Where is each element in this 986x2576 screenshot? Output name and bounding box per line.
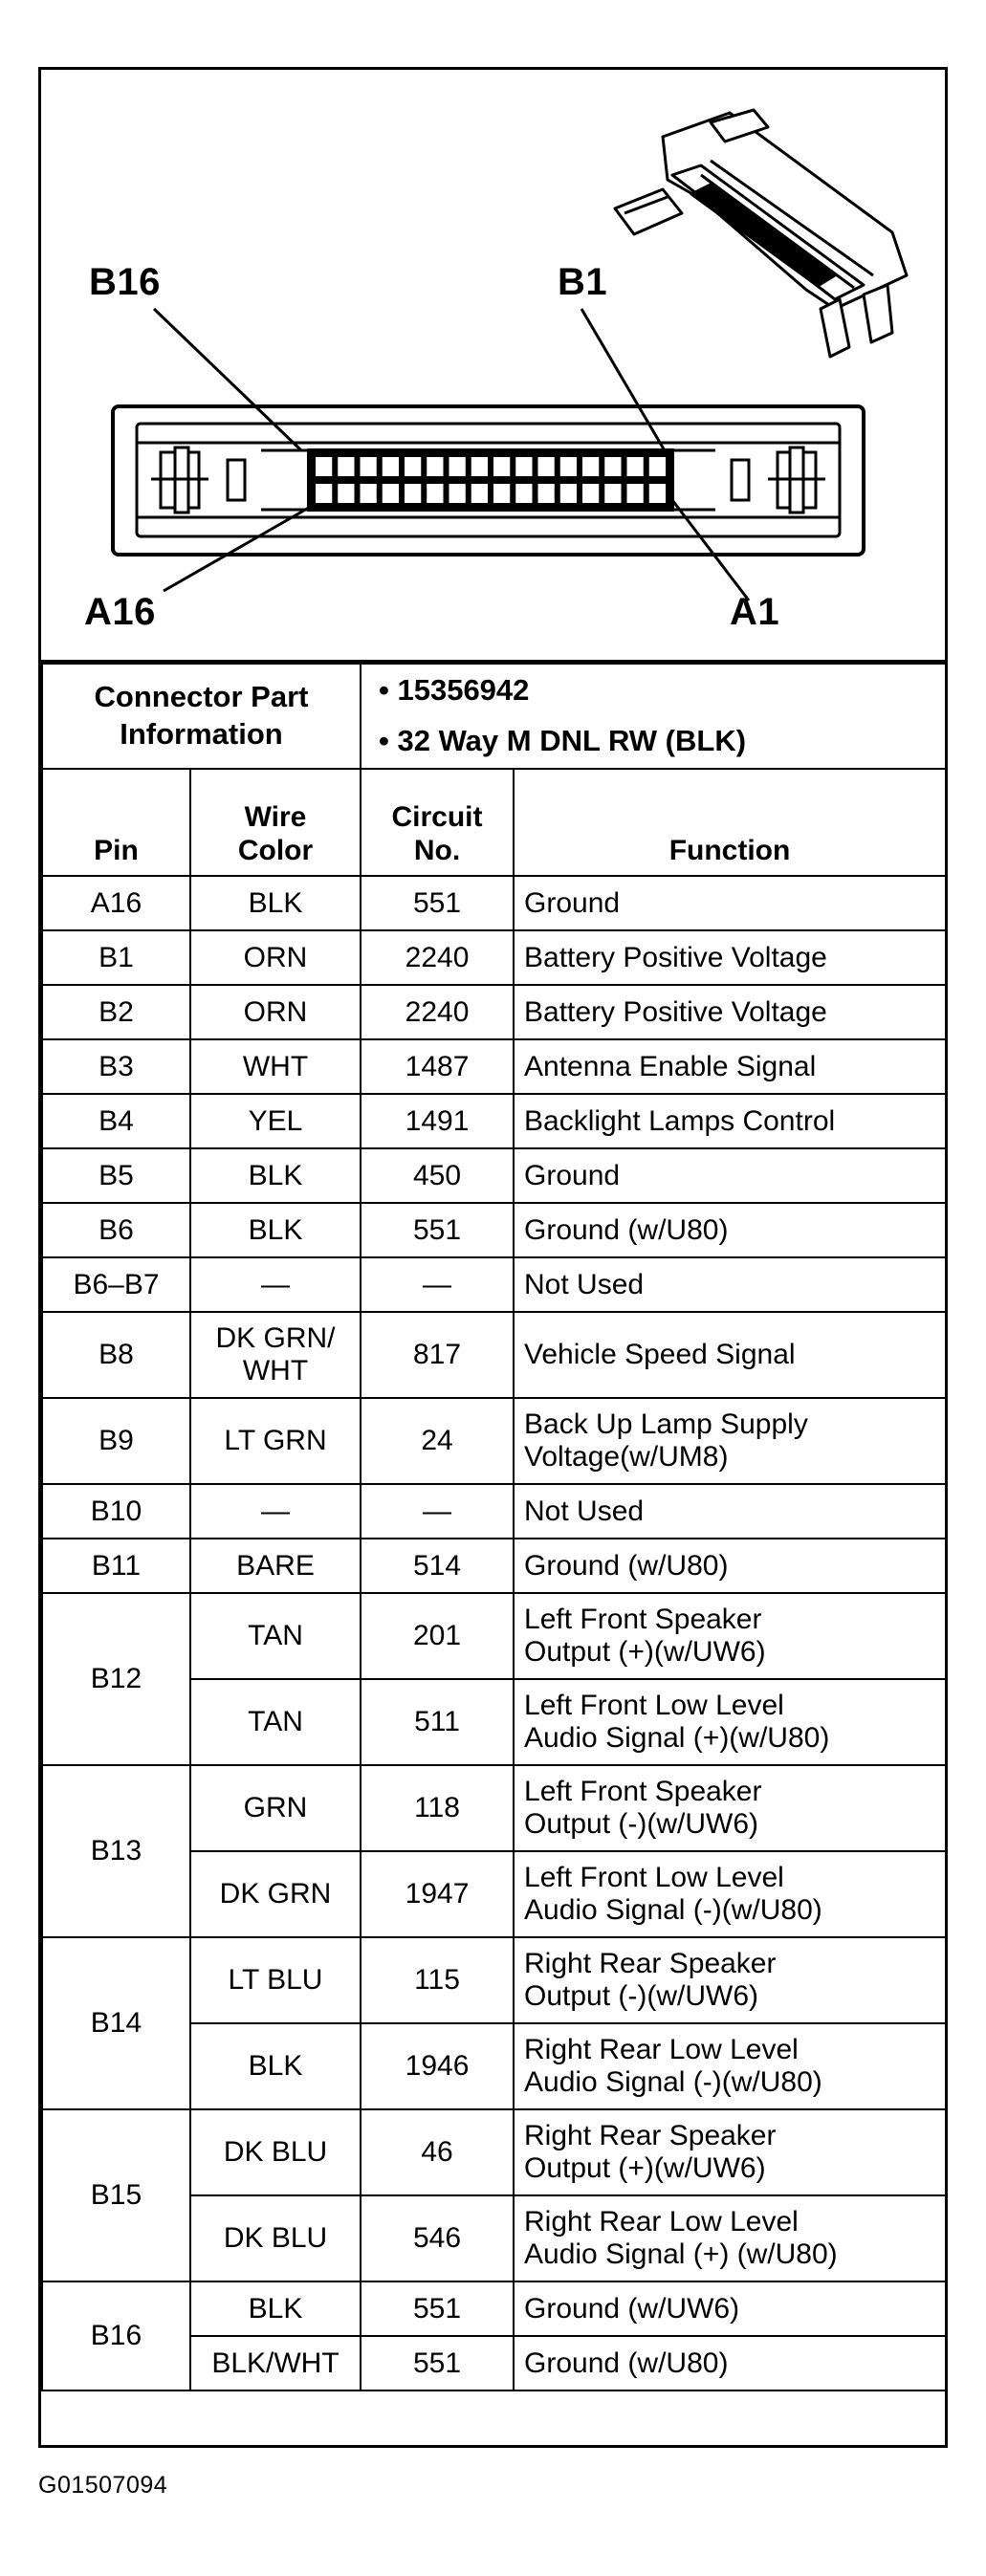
pin-cavity-bottom — [515, 484, 532, 503]
cell-pin: B3 — [42, 1039, 190, 1094]
pin-cavity-bottom — [316, 484, 332, 503]
pin-cavity-bottom — [493, 484, 510, 503]
header-function: Function — [514, 769, 946, 876]
cell-wire-color: GRN — [190, 1765, 361, 1851]
cell-circuit-no: 1947 — [361, 1851, 514, 1937]
header-circuit-no: Circuit No. — [361, 769, 514, 876]
table-row — [42, 1148, 946, 1203]
cell-circuit-no: 201 — [361, 1593, 514, 1679]
pin-cavity-bottom — [604, 484, 621, 503]
cell-wire-color: ORN — [190, 930, 361, 985]
table-row — [42, 1593, 946, 1679]
label-b1: B1 — [558, 261, 608, 303]
cell-circuit-no: 551 — [361, 2336, 514, 2390]
cell-function: Ground — [514, 1148, 946, 1203]
table-row — [42, 1312, 946, 1398]
cell-pin: B10 — [42, 1484, 190, 1539]
cell-wire-color: ORN — [190, 985, 361, 1039]
cell-pin: B4 — [42, 1094, 190, 1148]
cell-pin: B11 — [42, 1539, 190, 1593]
pin-cavity-top — [405, 457, 421, 476]
connector-part-number: • 15356942 — [379, 673, 530, 708]
table-row — [42, 1765, 946, 1851]
cell-wire-color: — — [190, 1484, 361, 1539]
connector-pinout-table — [41, 663, 947, 2391]
pin-cavity-top — [383, 457, 399, 476]
table-row — [42, 1539, 946, 1593]
cell-wire-color: YEL — [190, 1094, 361, 1148]
cell-wire-color: BLK — [190, 1203, 361, 1257]
cell-function: Right Rear Speaker Output (-)(w/UW6) — [514, 1937, 946, 2023]
pin-cavity-top — [515, 457, 532, 476]
connector-end-view-frame — [38, 67, 948, 2448]
pin-cavity-top — [449, 457, 466, 476]
cell-function: Left Front Low Level Audio Signal (+)(w/U80) — [514, 1679, 946, 1765]
cell-circuit-no: 1946 — [361, 2023, 514, 2109]
pin-cavity-top — [560, 457, 577, 476]
pin-cavity-top — [361, 457, 377, 476]
pin-cavity-top — [649, 457, 666, 476]
cell-circuit-no: 46 — [361, 2109, 514, 2195]
pin-cavity-bottom — [405, 484, 421, 503]
pin-cavity-top — [538, 457, 555, 476]
cell-circuit-no: 551 — [361, 876, 514, 930]
cell-function: Left Front Speaker Output (-)(w/UW6) — [514, 1765, 946, 1851]
cell-function: Battery Positive Voltage — [514, 985, 946, 1039]
cell-wire-color: TAN — [190, 1679, 361, 1765]
pin-cavity-bottom — [649, 484, 666, 503]
pin-cavity-bottom — [538, 484, 555, 503]
table-row — [42, 930, 946, 985]
cell-function: Right Rear Low Level Audio Signal (+) (w/U80) — [514, 2195, 946, 2281]
header-wire-color: Wire Color — [190, 769, 361, 876]
cell-circuit-no: 24 — [361, 1398, 514, 1484]
table-header-row — [42, 769, 946, 876]
pin-cavity-bottom — [338, 484, 354, 503]
cell-wire-color: — — [190, 1257, 361, 1312]
cell-circuit-no: 450 — [361, 1148, 514, 1203]
cell-function: Ground (w/U80) — [514, 2336, 946, 2390]
cell-function: Right Rear Low Level Audio Signal (-)(w/U80) — [514, 2023, 946, 2109]
table-row — [42, 1257, 946, 1312]
cell-circuit-no: 546 — [361, 2195, 514, 2281]
cell-circuit-no: 115 — [361, 1937, 514, 2023]
cell-pin: B9 — [42, 1398, 190, 1484]
cell-pin: A16 — [42, 876, 190, 930]
connector-diagram — [41, 70, 945, 663]
cell-circuit-no: 2240 — [361, 985, 514, 1039]
header-pin: Pin — [42, 769, 190, 876]
cell-circuit-no: — — [361, 1484, 514, 1539]
pin-cavity-top — [627, 457, 644, 476]
cell-wire-color: BLK/WHT — [190, 2336, 361, 2390]
cell-wire-color: DK GRN — [190, 1851, 361, 1937]
table-row — [42, 1398, 946, 1484]
table-row — [42, 2109, 946, 2195]
table-row — [42, 876, 946, 930]
cell-function: Ground — [514, 876, 946, 930]
cell-pin: B13 — [42, 1765, 190, 1937]
label-a16: A16 — [84, 591, 156, 633]
connector-3d-illustration — [615, 110, 907, 357]
cell-function: Vehicle Speed Signal — [514, 1312, 946, 1398]
cell-wire-color: BLK — [190, 876, 361, 930]
connector-info-label: Connector Part Information — [42, 664, 361, 769]
cell-pin: B8 — [42, 1312, 190, 1398]
cell-circuit-no: 551 — [361, 2281, 514, 2336]
pin-cavity-bottom — [361, 484, 377, 503]
cell-pin: B6–B7 — [42, 1257, 190, 1312]
cell-function: Left Front Low Level Audio Signal (-)(w/U80) — [514, 1851, 946, 1937]
table-row — [42, 1203, 946, 1257]
table-row — [42, 2281, 946, 2336]
pin-cavity-bottom — [560, 484, 577, 503]
cell-wire-color: TAN — [190, 1593, 361, 1679]
table-row — [42, 1094, 946, 1148]
cell-wire-color: LT GRN — [190, 1398, 361, 1484]
table-row — [42, 1484, 946, 1539]
cell-wire-color: LT BLU — [190, 1937, 361, 2023]
cell-function: Not Used — [514, 1257, 946, 1312]
cell-circuit-no: 2240 — [361, 930, 514, 985]
pin-cavity-bottom — [627, 484, 644, 503]
table-row — [42, 985, 946, 1039]
cell-function: Antenna Enable Signal — [514, 1039, 946, 1094]
cell-function: Right Rear Speaker Output (+)(w/UW6) — [514, 2109, 946, 2195]
cell-wire-color: DK BLU — [190, 2109, 361, 2195]
cell-function: Not Used — [514, 1484, 946, 1539]
label-b16: B16 — [89, 261, 161, 303]
cell-wire-color: WHT — [190, 1039, 361, 1094]
cell-circuit-no: 511 — [361, 1679, 514, 1765]
cell-function: Ground (w/U80) — [514, 1203, 946, 1257]
cell-wire-color: BLK — [190, 2023, 361, 2109]
cell-circuit-no: 514 — [361, 1539, 514, 1593]
cell-pin: B2 — [42, 985, 190, 1039]
connector-description: • 32 Way M DNL RW (BLK) — [379, 724, 747, 757]
cell-pin: B12 — [42, 1593, 190, 1765]
connector-drawing — [41, 70, 945, 663]
cell-circuit-no: 118 — [361, 1765, 514, 1851]
cell-function: Backlight Lamps Control — [514, 1094, 946, 1148]
cell-wire-color: DK BLU — [190, 2195, 361, 2281]
cell-function: Left Front Speaker Output (+)(w/UW6) — [514, 1593, 946, 1679]
cell-pin: B16 — [42, 2281, 190, 2390]
cell-wire-color: DK GRN/ WHT — [190, 1312, 361, 1398]
pin-cavity-bottom — [427, 484, 443, 503]
cell-circuit-no: 817 — [361, 1312, 514, 1398]
cell-circuit-no: — — [361, 1257, 514, 1312]
pin-cavity-bottom — [471, 484, 488, 503]
pin-cavity-top — [493, 457, 510, 476]
table-row — [42, 1937, 946, 2023]
cell-function: Back Up Lamp Supply Voltage(w/UM8) — [514, 1398, 946, 1484]
cell-pin: B6 — [42, 1203, 190, 1257]
cell-wire-color: BLK — [190, 1148, 361, 1203]
label-a1: A1 — [730, 591, 780, 633]
pin-cavity-top — [316, 457, 332, 476]
pin-cavity-top — [427, 457, 443, 476]
pin-cavity-bottom — [582, 484, 599, 503]
pin-cavity-top — [471, 457, 488, 476]
cell-circuit-no: 1487 — [361, 1039, 514, 1094]
cell-function: Ground (w/UW6) — [514, 2281, 946, 2336]
figure-id: G01507094 — [38, 2472, 168, 2499]
connector-front-view — [113, 406, 864, 555]
table-row — [42, 1039, 946, 1094]
cell-wire-color: BARE — [190, 1539, 361, 1593]
pin-cavity-top — [338, 457, 354, 476]
connector-info-values — [361, 664, 946, 769]
cell-function: Battery Positive Voltage — [514, 930, 946, 985]
cell-pin: B1 — [42, 930, 190, 985]
cell-circuit-no: 1491 — [361, 1094, 514, 1148]
cell-function: Ground (w/U80) — [514, 1539, 946, 1593]
cell-pin: B14 — [42, 1937, 190, 2109]
pin-cavity-top — [604, 457, 621, 476]
pin-cavity-bottom — [383, 484, 399, 503]
connector-info-row — [42, 664, 946, 769]
cell-pin: B15 — [42, 2109, 190, 2281]
cell-circuit-no: 551 — [361, 1203, 514, 1257]
cell-wire-color: BLK — [190, 2281, 361, 2336]
cell-pin: B5 — [42, 1148, 190, 1203]
pin-cavity-bottom — [449, 484, 466, 503]
pin-cavity-top — [582, 457, 599, 476]
